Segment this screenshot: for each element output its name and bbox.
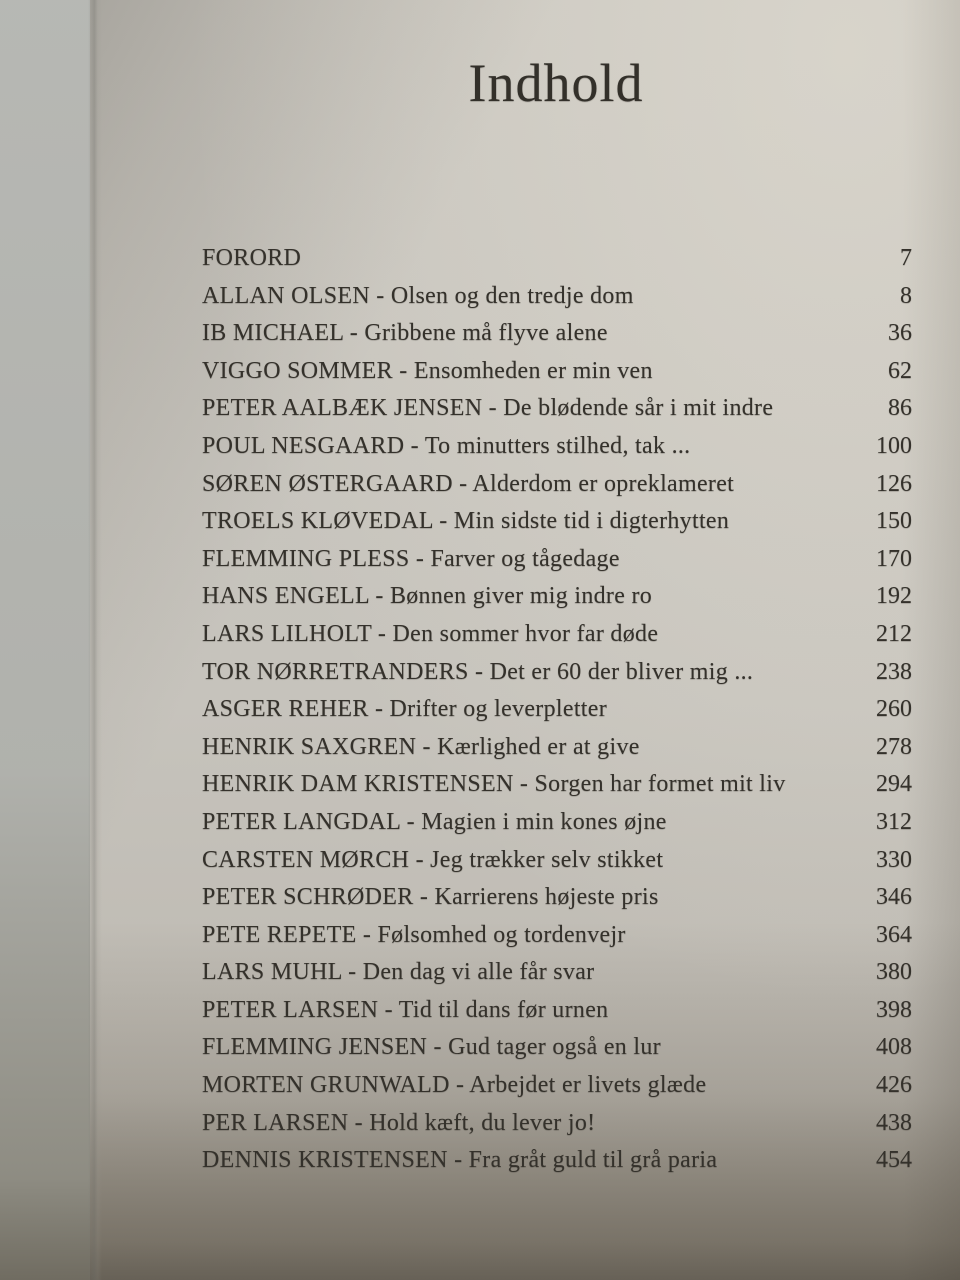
toc-entry-page-number: 408 xyxy=(876,1034,912,1061)
toc-entry-row xyxy=(202,842,912,880)
toc-entry-page-number: 212 xyxy=(876,620,912,647)
toc-entry-label: PER LARSEN - Hold kæft, du lever jo! xyxy=(202,1109,596,1136)
toc-entry-row xyxy=(202,954,912,992)
toc-entry-label: MORTEN GRUNWALD - Arbejdet er livets glæde xyxy=(202,1072,707,1099)
toc-entry-row xyxy=(202,1029,912,1067)
toc-entry-label: IB MICHAEL - Gribbene må flyve alene xyxy=(202,320,608,347)
toc-entry-row xyxy=(202,315,912,353)
toc-entry-label: ALLAN OLSEN - Olsen og den tredje dom xyxy=(202,282,634,309)
toc-entry-label: PETER SCHRØDER - Karrierens højeste pris xyxy=(202,884,659,911)
toc-entry-page-number: 346 xyxy=(876,884,912,911)
toc-entry-row xyxy=(202,428,912,466)
toc-list xyxy=(202,240,912,1180)
toc-entry-label: HANS ENGELL - Bønnen giver mig indre ro xyxy=(202,583,653,610)
toc-entry-row xyxy=(202,390,912,428)
toc-entry-row xyxy=(202,917,912,955)
toc-entry-row xyxy=(202,729,912,767)
toc-entry-row xyxy=(202,578,912,616)
toc-entry-row xyxy=(202,1142,912,1180)
toc-entry-row xyxy=(202,879,912,917)
toc-entry-label: POUL NESGAARD - To minutters stilhed, tak ... xyxy=(202,432,691,459)
toc-entry-page-number: 238 xyxy=(876,658,912,685)
toc-entry-row xyxy=(202,240,912,278)
toc-entry-page-number: 86 xyxy=(888,395,912,422)
toc-entry-label: TOR NØRRETRANDERS - Det er 60 der bliver mig ... xyxy=(202,658,754,685)
toc-entry-page-number: 7 xyxy=(900,245,912,271)
toc-entry-label: SØREN ØSTERGAARD - Alderdom er opreklameret xyxy=(202,470,735,497)
toc-entry-page-number: 36 xyxy=(888,320,912,347)
toc-entry-page-number: 312 xyxy=(876,808,912,835)
toc-entry-page-number: 170 xyxy=(876,545,912,572)
toc-entry-row xyxy=(202,1105,912,1143)
toc-entry-label: TROELS KLØVEDAL - Min sidste tid i digterhytten xyxy=(202,508,730,535)
toc-entry-label: LARS MUHL - Den dag vi alle får svar xyxy=(202,959,595,986)
toc-entry-page-number: 380 xyxy=(876,959,912,986)
toc-entry-label: PETE REPETE - Følsomhed og tordenvejr xyxy=(202,921,626,948)
toc-entry-page-number: 426 xyxy=(876,1072,912,1099)
toc-entry-row xyxy=(202,616,912,654)
toc-entry-row xyxy=(202,278,912,316)
gutter-crease xyxy=(88,0,102,1280)
toc-entry-label: DENNIS KRISTENSEN - Fra gråt guld til grå paria xyxy=(202,1147,718,1174)
toc-entry-label: PETER LARSEN - Tid til dans før urnen xyxy=(202,996,609,1023)
toc-entry-page-number: 398 xyxy=(876,996,912,1023)
toc-entry-row xyxy=(202,691,912,729)
toc-entry-label: HENRIK DAM KRISTENSEN - Sorgen har formet mit liv xyxy=(202,771,786,798)
page-title: Indhold xyxy=(468,53,644,113)
facing-page-strip xyxy=(0,0,90,1280)
toc-entry-page-number: 364 xyxy=(876,921,912,948)
toc-entry-label: ASGER REHER - Drifter og leverpletter xyxy=(202,696,608,723)
toc-entry-label: VIGGO SOMMER - Ensomheden er min ven xyxy=(202,357,653,384)
toc-entry-row xyxy=(202,766,912,804)
toc-entry-row xyxy=(202,541,912,579)
toc-entry-label: PETER LANGDAL - Magien i min kones øjne xyxy=(202,808,667,835)
toc-entry-page-number: 454 xyxy=(876,1147,912,1174)
toc-entry-page-number: 294 xyxy=(876,771,912,798)
toc-entry-label: PETER AALBÆK JENSEN - De blødende sår i mit indre xyxy=(202,395,774,422)
toc-entry-label: LARS LILHOLT - Den sommer hvor far døde xyxy=(202,620,659,647)
toc-entry-row xyxy=(202,466,912,504)
toc-entry-page-number: 438 xyxy=(876,1109,912,1136)
toc-entry-page-number: 8 xyxy=(900,282,912,309)
toc-entry-page-number: 100 xyxy=(876,432,912,459)
toc-entry-row xyxy=(202,804,912,842)
toc-entry-label: FLEMMING JENSEN - Gud tager også en lur xyxy=(202,1034,661,1061)
toc-entry-row xyxy=(202,503,912,541)
toc-entry-row xyxy=(202,654,912,692)
toc-entry-page-number: 62 xyxy=(888,357,912,384)
toc-entry-label: FLEMMING PLESS - Farver og tågedage xyxy=(202,545,620,572)
toc-entry-row xyxy=(202,1067,912,1105)
toc-entry-page-number: 278 xyxy=(876,733,912,760)
toc-entry-label: HENRIK SAXGREN - Kærlighed er at give xyxy=(202,733,640,760)
toc-entry-row xyxy=(202,992,912,1030)
toc-entry-page-number: 150 xyxy=(876,508,912,535)
toc-entry-page-number: 192 xyxy=(876,583,912,610)
toc-entry-page-number: 260 xyxy=(876,696,912,723)
toc-entry-row xyxy=(202,353,912,391)
toc-entry-label: CARSTEN MØRCH - Jeg trækker selv stikket xyxy=(202,846,664,873)
toc-entry-page-number: 126 xyxy=(876,470,912,497)
toc-entry-page-number: 330 xyxy=(876,846,912,873)
toc-entry-label: FORORD xyxy=(202,245,302,271)
